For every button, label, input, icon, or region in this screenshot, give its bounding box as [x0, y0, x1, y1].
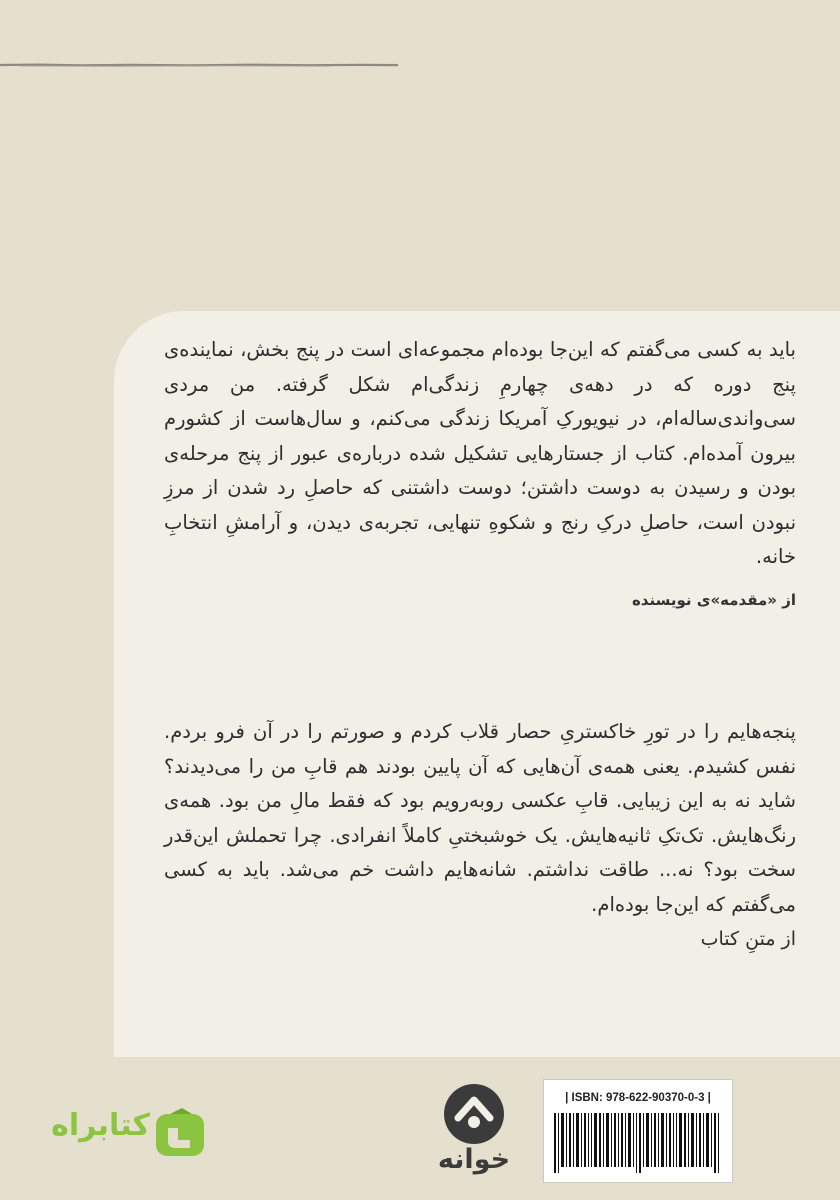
barcode-icon	[554, 1113, 722, 1173]
ketabrah-name: کتابراه	[51, 1108, 150, 1143]
excerpt-section	[164, 715, 796, 957]
decorative-torn-line	[0, 62, 400, 68]
publisher-logo-icon	[438, 1078, 510, 1150]
excerpt-attribution: از متنِ کتاب	[700, 928, 796, 950]
publisher-name: خوانه	[437, 1144, 511, 1175]
barcode-box	[543, 1079, 733, 1183]
intro-paragraph: باید به کسی می‌گفتم که این‌جا بوده‌ام مجموعه‌ای است در پنج بخش، نماینده‌ی پنج دوره که در دهه‌ی چهارمِ زندگی‌ام شکل گرفته. من مردی سی‌واندی‌ساله‌ام، در نیویورکِ آمریکا زندگی می‌کنم، و سال‌هاست از کشورم بیرون آمده‌ام. کتاب از جستارهایی تشکیل شده درباره‌ی عبور از پنج مرحله‌ی بودن و رسیدن به دوست داشتن؛ دوست داشتنی که حاصلِ رد شدن از مرزِ نبودن است، حاصلِ درکِ رنج و شکوهِ تنهایی، تجربه‌ی دیدن، و آرامشِ انتخابِ خانه.	[164, 338, 796, 568]
intro-attribution: از «مقدمه»ی نویسنده	[631, 590, 796, 609]
isbn-text: | ISBN: 978-622-90370-0-3 |	[565, 1092, 711, 1104]
intro-section	[164, 333, 796, 617]
ketabrah-logo-icon	[152, 1106, 208, 1162]
excerpt-paragraph: پنجه‌هایم را در تورِ خاکستریِ حصار قلاب کردم و صورتم را در آن فرو بردم. نفس کشیدم. یعنی همه‌ی آن‌هایی که آن پایین بودند هم قابِ من را می‌دیدند؟ شاید نه به این زیبایی. قابِ عکسی روبه‌رویم بود که فقط مالِ من بود. همه‌ی رنگ‌هایش. تک‌تکِ ثانیه‌هایش. یک خوشبختیِ کاملاً انفرادی. چرا تحملش این‌قدر سخت بود؟ نه... طاقت نداشتم. شانه‌هایم داشت خم می‌شد. باید به کسی می‌گفتم که این‌جا بوده‌ام.	[164, 720, 796, 916]
